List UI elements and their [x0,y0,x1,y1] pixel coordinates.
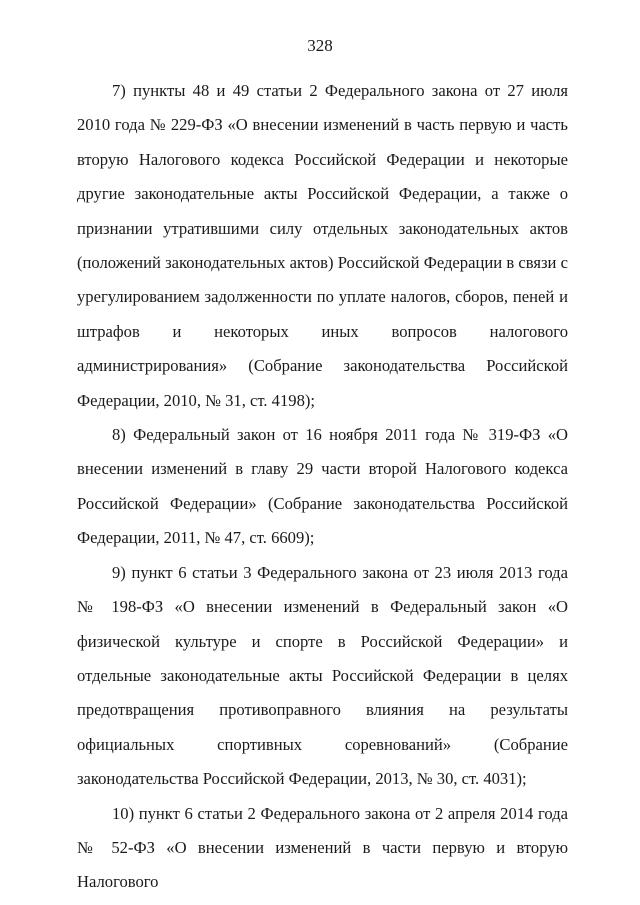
document-body [77,74,568,900]
page-number: 328 [307,36,333,55]
paragraph-item-9: 9) пункт 6 статьи 3 Федерального закона от 23 июля 2013 года № 198-ФЗ «О внесении изменений в Федеральный закон «О физической культуре и спорте в Российской Федерации» и отдельные законодательные акты Российской Федерации в целях предотвращения противоправного влияния на результаты официальных спортивных соревнований» (Собрание законодательства Российской Федерации, 2013, № 30, ст. 4031); [77,562,568,789]
paragraph-item-10: 10) пункт 6 статьи 2 Федерального закона от 2 апреля 2014 года № 52-ФЗ «О внесении изменений в части первую и вторую Налогового [77,803,568,892]
paragraph-item-7: 7) пункты 48 и 49 статьи 2 Федерального закона от 27 июля 2010 года № 229-ФЗ «О внесении изменений в часть первую и часть вторую Налогового кодекса Российской Федерации и некоторые другие законодательные акты Российской Федерации, а также о признании утратившими силу отдельных законодательных актов (положений законодательных актов) Российской Федерации в связи с урегулированием задолженности по уплате налогов, сборов, пеней и штрафов и некоторых иных вопросов налогового администрирования» (Собрание законодательства Российской Федерации, 2010, № 31, ст. 4198); [77,81,568,410]
paragraph-item-8: 8) Федеральный закон от 16 ноября 2011 года № 319-ФЗ «О внесении изменений в главу 29 части второй Налогового кодекса Российской Федерации» (Собрание законодательства Российской Федерации, 2011, № 47, ст. 6609); [77,425,568,548]
